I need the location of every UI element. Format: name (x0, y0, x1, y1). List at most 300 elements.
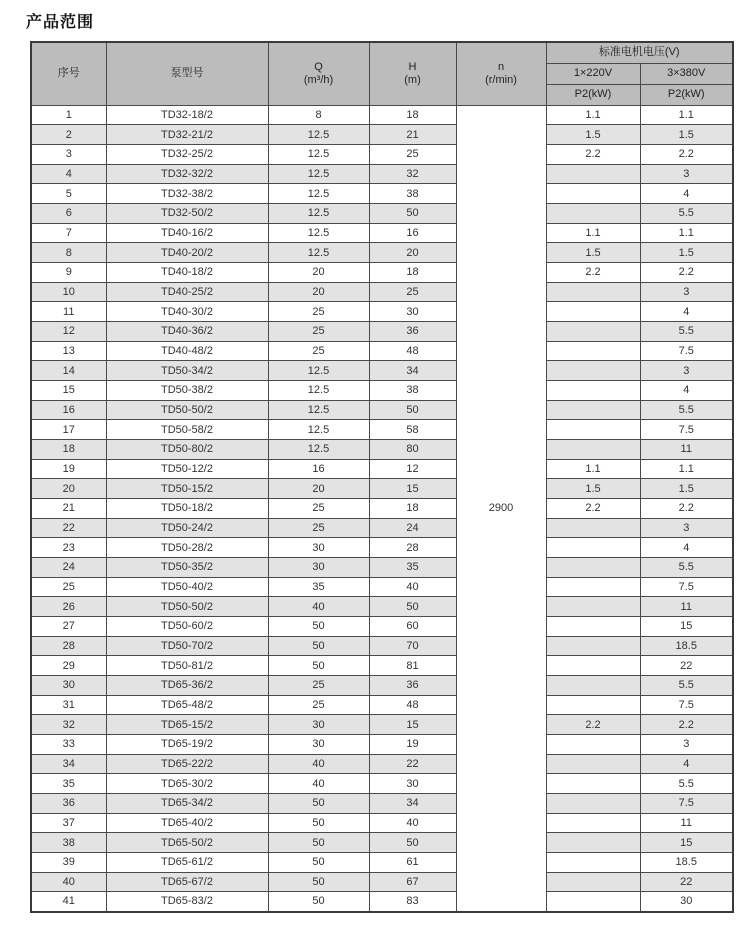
p380-cell: 4 (640, 754, 733, 774)
head-cell: 25 (369, 282, 456, 302)
table-row (31, 125, 733, 145)
flow-cell: 50 (268, 656, 369, 676)
flow-cell: 30 (268, 538, 369, 558)
model-cell: TD50-60/2 (106, 616, 268, 636)
model-cell: TD40-36/2 (106, 321, 268, 341)
p380-cell: 5.5 (640, 321, 733, 341)
flow-cell: 50 (268, 892, 369, 912)
table-row (31, 833, 733, 853)
table-row (31, 735, 733, 755)
flow-cell: 20 (268, 479, 369, 499)
p220-cell (546, 282, 640, 302)
p380-cell: 2.2 (640, 715, 733, 735)
p220-cell: 1.1 (546, 459, 640, 479)
table-body (31, 105, 733, 912)
serial-cell: 3 (31, 144, 106, 164)
table-row (31, 380, 733, 400)
p220-cell (546, 577, 640, 597)
table-row (31, 223, 733, 243)
serial-cell: 39 (31, 853, 106, 873)
model-cell: TD50-15/2 (106, 479, 268, 499)
flow-cell: 30 (268, 715, 369, 735)
model-cell: TD32-21/2 (106, 125, 268, 145)
p220-cell (546, 813, 640, 833)
table-row (31, 597, 733, 617)
p380-cell: 1.1 (640, 105, 733, 125)
flow-cell: 12.5 (268, 164, 369, 184)
flow-cell: 25 (268, 675, 369, 695)
flow-cell: 40 (268, 774, 369, 794)
serial-cell: 21 (31, 498, 106, 518)
head-cell: 35 (369, 557, 456, 577)
model-cell: TD32-50/2 (106, 203, 268, 223)
serial-cell: 17 (31, 420, 106, 440)
model-cell: TD40-20/2 (106, 243, 268, 263)
model-cell: TD40-48/2 (106, 341, 268, 361)
flow-cell: 30 (268, 735, 369, 755)
p380-cell: 15 (640, 616, 733, 636)
table-row (31, 656, 733, 676)
model-cell: TD65-83/2 (106, 892, 268, 912)
head-cell: 36 (369, 675, 456, 695)
head-cell: 38 (369, 380, 456, 400)
p220-cell (546, 203, 640, 223)
head-cell: 36 (369, 321, 456, 341)
serial-cell: 28 (31, 636, 106, 656)
p380-cell: 30 (640, 892, 733, 912)
p380-cell: 4 (640, 302, 733, 322)
head-cell: 38 (369, 184, 456, 204)
head-cell: 40 (369, 577, 456, 597)
flow-cell: 12.5 (268, 184, 369, 204)
serial-cell: 24 (31, 557, 106, 577)
col-header-p2-380: P2(kW) (640, 84, 733, 105)
head-cell: 80 (369, 439, 456, 459)
head-symbol: H (408, 60, 417, 73)
head-cell: 20 (369, 243, 456, 263)
serial-cell: 36 (31, 794, 106, 814)
p220-cell (546, 695, 640, 715)
flow-cell: 12.5 (268, 223, 369, 243)
p220-cell: 1.5 (546, 125, 640, 145)
p380-cell: 11 (640, 597, 733, 617)
flow-cell: 35 (268, 577, 369, 597)
p220-cell (546, 774, 640, 794)
serial-cell: 27 (31, 616, 106, 636)
col-header-flow (268, 42, 369, 105)
flow-cell: 12.5 (268, 144, 369, 164)
model-cell: TD65-48/2 (106, 695, 268, 715)
model-cell: TD50-12/2 (106, 459, 268, 479)
p380-cell: 7.5 (640, 794, 733, 814)
serial-cell: 7 (31, 223, 106, 243)
p220-cell (546, 557, 640, 577)
p380-cell: 18.5 (640, 853, 733, 873)
model-cell: TD40-18/2 (106, 262, 268, 282)
serial-cell: 32 (31, 715, 106, 735)
head-cell: 15 (369, 479, 456, 499)
serial-cell: 26 (31, 597, 106, 617)
model-cell: TD40-25/2 (106, 282, 268, 302)
head-cell: 25 (369, 144, 456, 164)
p220-cell (546, 794, 640, 814)
flow-cell: 12.5 (268, 243, 369, 263)
flow-cell: 12.5 (268, 400, 369, 420)
table-row (31, 361, 733, 381)
p220-cell (546, 400, 640, 420)
model-cell: TD65-15/2 (106, 715, 268, 735)
p220-cell (546, 518, 640, 538)
table-row (31, 498, 733, 518)
head-cell: 50 (369, 833, 456, 853)
model-cell: TD32-32/2 (106, 164, 268, 184)
head-cell: 18 (369, 498, 456, 518)
flow-cell: 12.5 (268, 125, 369, 145)
p380-cell: 1.1 (640, 223, 733, 243)
p220-cell (546, 341, 640, 361)
head-cell: 81 (369, 656, 456, 676)
p380-cell: 1.5 (640, 243, 733, 263)
p380-cell: 5.5 (640, 675, 733, 695)
table-header (31, 42, 733, 105)
table-row (31, 813, 733, 833)
table-row (31, 439, 733, 459)
serial-cell: 40 (31, 872, 106, 892)
speed-symbol: n (497, 60, 505, 73)
serial-cell: 15 (31, 380, 106, 400)
serial-cell: 25 (31, 577, 106, 597)
serial-cell: 20 (31, 479, 106, 499)
page-title: 产品范围 (26, 14, 95, 31)
p220-cell: 2.2 (546, 262, 640, 282)
flow-cell: 40 (268, 754, 369, 774)
head-cell: 28 (369, 538, 456, 558)
head-cell: 50 (369, 400, 456, 420)
flow-cell: 8 (268, 105, 369, 125)
p220-cell (546, 675, 640, 695)
flow-cell: 50 (268, 872, 369, 892)
table-row (31, 675, 733, 695)
p380-cell: 18.5 (640, 636, 733, 656)
serial-cell: 19 (31, 459, 106, 479)
p220-cell: 2.2 (546, 498, 640, 518)
model-cell: TD50-34/2 (106, 361, 268, 381)
head-cell: 50 (369, 597, 456, 617)
p220-cell (546, 833, 640, 853)
head-cell: 48 (369, 695, 456, 715)
head-cell: 32 (369, 164, 456, 184)
p380-cell: 22 (640, 872, 733, 892)
p380-cell: 5.5 (640, 203, 733, 223)
flow-cell: 50 (268, 794, 369, 814)
p380-cell: 1.1 (640, 459, 733, 479)
flow-cell: 50 (268, 813, 369, 833)
model-cell: TD32-38/2 (106, 184, 268, 204)
p220-cell (546, 302, 640, 322)
model-cell: TD50-40/2 (106, 577, 268, 597)
table-row (31, 557, 733, 577)
model-cell: TD65-19/2 (106, 735, 268, 755)
head-cell: 70 (369, 636, 456, 656)
p380-cell: 22 (640, 656, 733, 676)
model-cell: TD50-50/2 (106, 597, 268, 617)
p220-cell (546, 439, 640, 459)
head-unit: (m) (404, 73, 421, 86)
model-cell: TD50-18/2 (106, 498, 268, 518)
table-row (31, 636, 733, 656)
flow-cell: 25 (268, 695, 369, 715)
head-cell: 18 (369, 105, 456, 125)
serial-cell: 5 (31, 184, 106, 204)
p220-cell (546, 321, 640, 341)
table-row (31, 302, 733, 322)
col-header-head (369, 42, 456, 105)
model-cell: TD50-70/2 (106, 636, 268, 656)
p380-cell: 4 (640, 538, 733, 558)
p220-cell (546, 853, 640, 873)
serial-cell: 4 (31, 164, 106, 184)
p220-cell (546, 361, 640, 381)
flow-symbol: Q (314, 60, 323, 73)
flow-cell: 12.5 (268, 420, 369, 440)
model-cell: TD50-38/2 (106, 380, 268, 400)
model-cell: TD65-34/2 (106, 794, 268, 814)
p220-cell (546, 656, 640, 676)
flow-cell: 16 (268, 459, 369, 479)
flow-cell: 25 (268, 518, 369, 538)
model-cell: TD32-18/2 (106, 105, 268, 125)
head-cell: 15 (369, 715, 456, 735)
col-header-speed (456, 42, 546, 105)
table-row (31, 577, 733, 597)
flow-cell: 12.5 (268, 380, 369, 400)
serial-cell: 37 (31, 813, 106, 833)
model-cell: TD50-50/2 (106, 400, 268, 420)
table-row (31, 144, 733, 164)
model-cell: TD50-80/2 (106, 439, 268, 459)
p220-cell (546, 735, 640, 755)
head-cell: 50 (369, 203, 456, 223)
head-cell: 60 (369, 616, 456, 636)
p220-cell (546, 538, 640, 558)
p380-cell: 15 (640, 833, 733, 853)
model-cell: TD50-24/2 (106, 518, 268, 538)
p220-cell (546, 597, 640, 617)
speed-cell: 2900 (456, 105, 546, 912)
table-row (31, 164, 733, 184)
head-cell: 22 (369, 754, 456, 774)
p220-cell (546, 892, 640, 912)
flow-unit: (m³/h) (303, 73, 334, 86)
table-row (31, 872, 733, 892)
head-cell: 61 (369, 853, 456, 873)
p220-cell (546, 184, 640, 204)
serial-cell: 8 (31, 243, 106, 263)
serial-cell: 13 (31, 341, 106, 361)
model-cell: TD65-22/2 (106, 754, 268, 774)
head-cell: 30 (369, 774, 456, 794)
head-cell: 58 (369, 420, 456, 440)
head-cell: 24 (369, 518, 456, 538)
model-cell: TD65-36/2 (106, 675, 268, 695)
serial-cell: 31 (31, 695, 106, 715)
head-cell: 19 (369, 735, 456, 755)
p380-cell: 3 (640, 735, 733, 755)
serial-cell: 35 (31, 774, 106, 794)
table-row (31, 105, 733, 125)
table-row (31, 479, 733, 499)
p220-cell: 1.5 (546, 243, 640, 263)
head-cell: 83 (369, 892, 456, 912)
flow-cell: 25 (268, 341, 369, 361)
table-row (31, 853, 733, 873)
flow-cell: 12.5 (268, 439, 369, 459)
serial-cell: 12 (31, 321, 106, 341)
head-cell: 18 (369, 262, 456, 282)
flow-cell: 50 (268, 833, 369, 853)
table-row (31, 754, 733, 774)
serial-cell: 11 (31, 302, 106, 322)
product-spec-table (30, 41, 734, 913)
serial-cell: 9 (31, 262, 106, 282)
model-cell: TD65-50/2 (106, 833, 268, 853)
flow-cell: 30 (268, 557, 369, 577)
p380-cell: 1.5 (640, 125, 733, 145)
flow-cell: 20 (268, 282, 369, 302)
col-header-voltage-group: 标准电机电压(V) (546, 42, 733, 63)
col-header-voltage-220: 1×220V (546, 63, 640, 84)
p220-cell: 2.2 (546, 144, 640, 164)
p220-cell: 1.5 (546, 479, 640, 499)
model-cell: TD65-30/2 (106, 774, 268, 794)
p380-cell: 11 (640, 439, 733, 459)
serial-cell: 6 (31, 203, 106, 223)
p380-cell: 7.5 (640, 341, 733, 361)
serial-cell: 29 (31, 656, 106, 676)
flow-cell: 50 (268, 636, 369, 656)
serial-cell: 34 (31, 754, 106, 774)
col-header-serial: 序号 (31, 42, 106, 105)
table-row (31, 184, 733, 204)
flow-cell: 25 (268, 498, 369, 518)
model-cell: TD65-61/2 (106, 853, 268, 873)
model-cell: TD50-81/2 (106, 656, 268, 676)
table-row (31, 400, 733, 420)
head-cell: 48 (369, 341, 456, 361)
flow-cell: 12.5 (268, 203, 369, 223)
p220-cell (546, 164, 640, 184)
table-row (31, 695, 733, 715)
serial-cell: 30 (31, 675, 106, 695)
table-row (31, 794, 733, 814)
serial-cell: 18 (31, 439, 106, 459)
model-cell: TD32-25/2 (106, 144, 268, 164)
flow-cell: 12.5 (268, 361, 369, 381)
table-row (31, 420, 733, 440)
model-cell: TD40-16/2 (106, 223, 268, 243)
p380-cell: 7.5 (640, 695, 733, 715)
head-cell: 40 (369, 813, 456, 833)
serial-cell: 38 (31, 833, 106, 853)
col-header-model: 泵型号 (106, 42, 268, 105)
p220-cell (546, 616, 640, 636)
table-row (31, 518, 733, 538)
table-row (31, 282, 733, 302)
p220-cell (546, 754, 640, 774)
p220-cell (546, 872, 640, 892)
table-row (31, 538, 733, 558)
head-cell: 12 (369, 459, 456, 479)
p380-cell: 3 (640, 282, 733, 302)
table-row (31, 715, 733, 735)
head-cell: 21 (369, 125, 456, 145)
p380-cell: 2.2 (640, 144, 733, 164)
p380-cell: 3 (640, 164, 733, 184)
flow-cell: 50 (268, 853, 369, 873)
speed-unit: (r/min) (485, 73, 517, 86)
serial-cell: 41 (31, 892, 106, 912)
serial-cell: 14 (31, 361, 106, 381)
table-row (31, 892, 733, 912)
p220-cell: 1.1 (546, 105, 640, 125)
table-row (31, 616, 733, 636)
head-cell: 34 (369, 361, 456, 381)
p380-cell: 4 (640, 380, 733, 400)
p380-cell: 2.2 (640, 262, 733, 282)
p380-cell: 7.5 (640, 577, 733, 597)
p380-cell: 7.5 (640, 420, 733, 440)
head-cell: 67 (369, 872, 456, 892)
p380-cell: 4 (640, 184, 733, 204)
p380-cell: 3 (640, 518, 733, 538)
head-cell: 16 (369, 223, 456, 243)
table-row (31, 203, 733, 223)
flow-cell: 50 (268, 616, 369, 636)
model-cell: TD50-58/2 (106, 420, 268, 440)
table-row (31, 262, 733, 282)
p380-cell: 5.5 (640, 400, 733, 420)
p220-cell (546, 380, 640, 400)
serial-cell: 33 (31, 735, 106, 755)
serial-cell: 23 (31, 538, 106, 558)
p380-cell: 5.5 (640, 557, 733, 577)
head-cell: 30 (369, 302, 456, 322)
serial-cell: 1 (31, 105, 106, 125)
table-row (31, 321, 733, 341)
serial-cell: 22 (31, 518, 106, 538)
p380-cell: 2.2 (640, 498, 733, 518)
p380-cell: 3 (640, 361, 733, 381)
flow-cell: 40 (268, 597, 369, 617)
p220-cell: 2.2 (546, 715, 640, 735)
table-row (31, 243, 733, 263)
flow-cell: 20 (268, 262, 369, 282)
model-cell: TD40-30/2 (106, 302, 268, 322)
serial-cell: 2 (31, 125, 106, 145)
flow-cell: 25 (268, 321, 369, 341)
serial-cell: 10 (31, 282, 106, 302)
table-row (31, 774, 733, 794)
model-cell: TD65-67/2 (106, 872, 268, 892)
table-row (31, 459, 733, 479)
model-cell: TD65-40/2 (106, 813, 268, 833)
serial-cell: 16 (31, 400, 106, 420)
p380-cell: 5.5 (640, 774, 733, 794)
p220-cell: 1.1 (546, 223, 640, 243)
col-header-p2-220: P2(kW) (546, 84, 640, 105)
model-cell: TD50-28/2 (106, 538, 268, 558)
col-header-voltage-380: 3×380V (640, 63, 733, 84)
